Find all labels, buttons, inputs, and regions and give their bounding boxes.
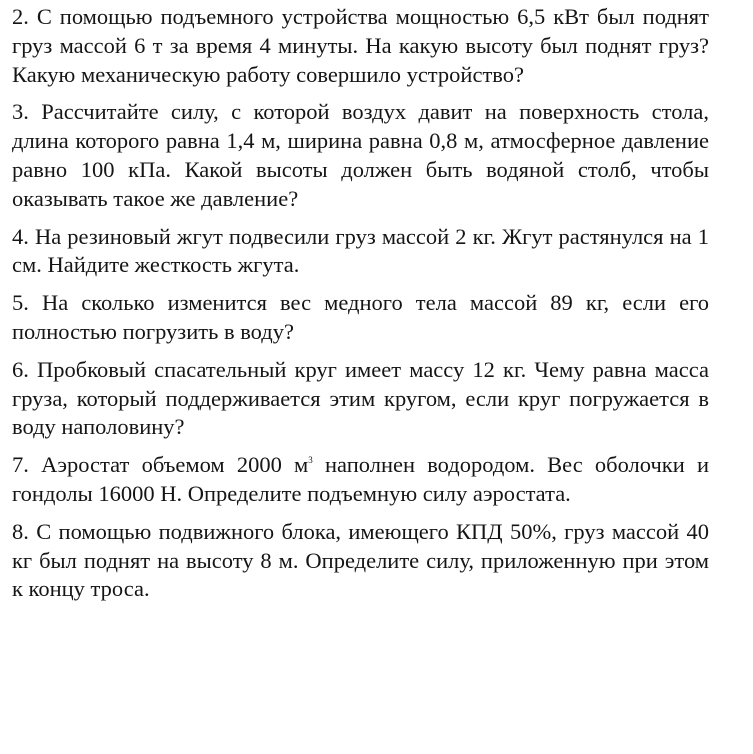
problem-4: [12, 223, 709, 281]
problem-sheet: [12, 3, 709, 613]
problem-8-text: 8. С помощью подвижного блока, имеющего КПД 50%, груз массой 40 кг был поднят на высоту 8 м. Определите силу, приложенную при этом к концу троса.: [12, 518, 709, 602]
problem-7-text-after: наполнен водородом. Вес оболочки и гондолы 16000 Н. Определите подъемную силу аэростата.: [12, 452, 709, 506]
problem-6-text: 6. Пробковый спасательный круг имеет массу 12 кг. Чему равна масса груза, который поддерживается этим кругом, если круг погружается в воду наполовину?: [12, 356, 709, 440]
problem-3: [12, 98, 709, 213]
problem-2: [12, 3, 709, 89]
cubic-exponent: 3: [308, 455, 313, 466]
problem-7: [12, 451, 709, 509]
problem-6: [12, 356, 709, 442]
problem-5: [12, 289, 709, 347]
problem-4-text: 4. На резиновый жгут подвесили груз массой 2 кг. Жгут растянулся на 1 см. Найдите жесткость жгута.: [12, 223, 709, 278]
problem-8: [12, 518, 709, 604]
problem-2-text: 2. С помощью подъемного устройства мощностью 6,5 кВт был поднят груз массой 6 т за время 4 минуты. На какую высоту был поднят груз? Какую механическую работу совершило устройство?: [12, 4, 709, 87]
problem-7-text-before: 7. Аэростат объемом 2000 м: [12, 452, 309, 478]
problem-5-text: 5. На сколько изменится вес медного тела массой 89 кг, если его полностью погрузить в воду?: [12, 290, 709, 344]
problem-3-text: 3. Рассчитайте силу, с которой воздух давит на поверхность стола, длина которого равна 1,4 м, ширина равна 0,8 м, атмосферное давление равно 100 кПа. Какой высоты должен быть водяной столб, чтобы оказывать такое же давление?: [12, 99, 709, 211]
